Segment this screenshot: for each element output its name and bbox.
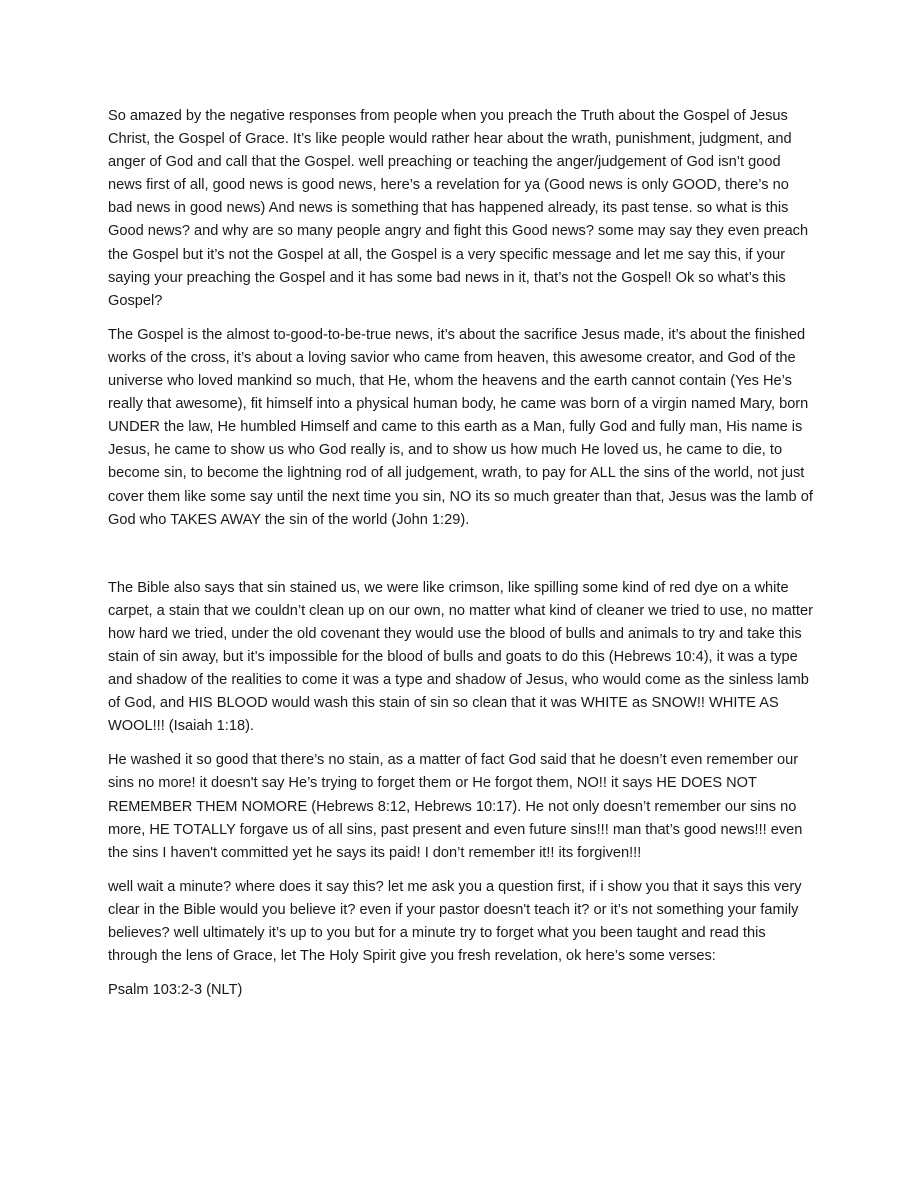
paragraph-gospel-responses: So amazed by the negative responses from people when you preach the Truth about the Gospel of Jesus Christ, the Gospel of Grace. It’s like people would rather hear about the wrath, punishment, judgment, and anger of God and call that the Gospel. well preaching or teaching the anger/judgement of God isn’t good news first of all, good news is good news, here’s a revelation for ya (Good news is only GOOD, there’s no bad news in good news) And news is something that has happened already, its past tense. so what is this Good news? and why are so many people angry and fight this Good news? some may say they even preach the Gospel but it’s not the Gospel at all, the Gospel is a very specific message and let me say this, if your saying your preaching the Gospel and it has some bad news in it, that’s not the Gospel! Ok so what’s this Gospel? bbox=[108, 108, 809, 309]
paragraph-question: well wait a minute? where does it say this? let me ask you a question first, if i show you that it says this very clear in the Bible would you believe it? even if your pastor doesn't teach it? or it’s not something your family believes? well ultimately it’s up to you but for a minute try to forget what you been taught and read this through the lens of Grace, let The Holy Spirit give you fresh revelation, ok here’s some verses: bbox=[108, 878, 802, 965]
paragraph-spacer bbox=[108, 543, 813, 577]
document-body bbox=[108, 105, 813, 1013]
paragraph-verse-reference: Psalm 103:2-3 (NLT) bbox=[108, 982, 243, 999]
paragraph-sin-stain: The Bible also says that sin stained us, we were like crimson, like spilling some kind of red dye on a white carpet, a stain that we couldn’t clean up on our own, no matter what kind of cleaner we tried to use, no matter how hard we tried, under the old covenant they would use the blood of bulls and animals to try and take this stain of sin away, but it’s impossible for the blood of bulls and goats to do this (Hebrews 10:4), it was a type and shadow of the realities to come it was a type and shadow of Jesus, who would come as the sinless lamb of God, and HIS BLOOD would wash this stain of sin so clean that it was WHITE as SNOW!! WHITE AS WOOL!!! (Isaiah 1:18). bbox=[108, 579, 813, 735]
paragraph-gospel-definition: The Gospel is the almost to-good-to-be-true news, it’s about the sacrifice Jesus made, it’s about the finished works of the cross, it’s about a loving savior who came from heaven, this awesome creator, and God of the universe who loved mankind so much, that He, whom the heavens and the earth cannot contain (Yes He’s really that awesome), fit himself into a physical human body, he came was born of a virgin named Mary, born UNDER the law, He humbled Himself and came to this earth as a Man, fully God and fully man, His name is Jesus, he came to show us who God really is, and to show us how much He loved us, he came to die, to become sin, to become the lightning rod of all judgement, wrath, to pay for ALL the sins of the world, not just cover them like some say until the next time you sin, NO its so much greater than that, Jesus was the lamb of God who TAKES AWAY the sin of the world (John 1:29). bbox=[108, 326, 813, 528]
paragraph-washed-clean: He washed it so good that there’s no stain, as a matter of fact God said that he doesn’t even remember our sins no more! it doesn't say He’s trying to forget them or He forgot them, NO!! it says HE DOES NOT REMEMBER THEM NOMORE (Hebrews 8:12, Hebrews 10:17). He not only doesn’t remember our sins no more, HE TOTALLY forgave us of all sins, past present and even future sins!!! man that’s good news!!! even the sins I haven't committed yet he says its paid! I don’t remember it!! its forgiven!!! bbox=[108, 752, 803, 861]
